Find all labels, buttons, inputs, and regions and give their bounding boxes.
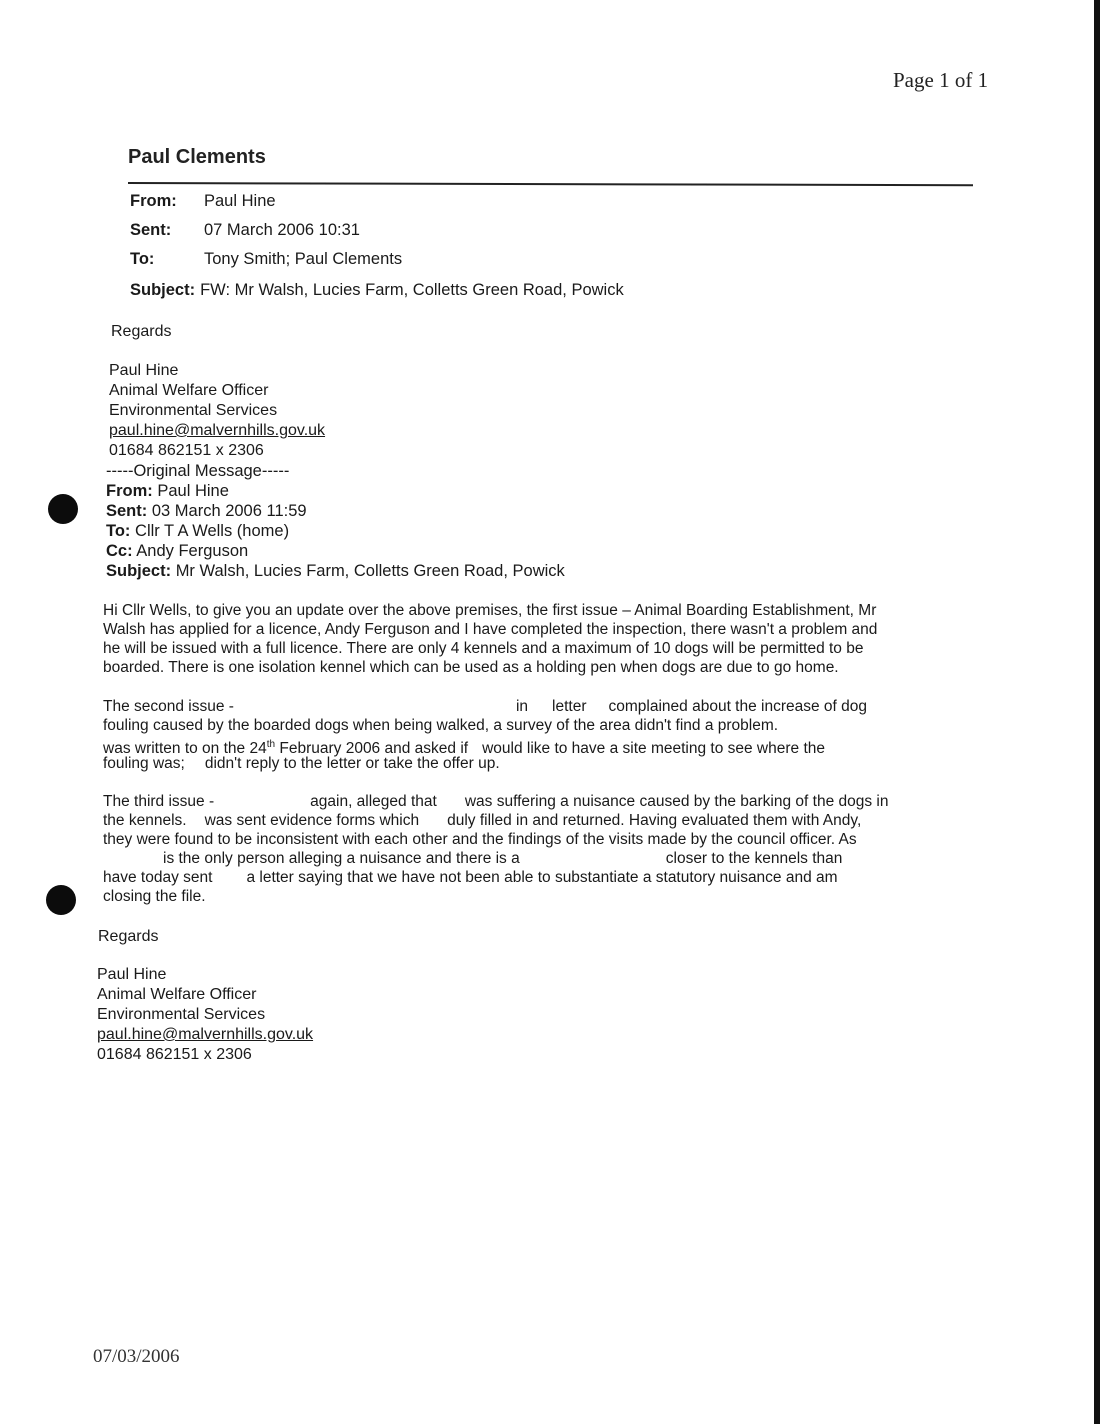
binder-hole-punch — [46, 885, 76, 915]
email-link[interactable]: paul.hine@malvernhills.gov.uk — [109, 422, 326, 439]
header-value: 07 March 2006 10:31 — [204, 221, 360, 239]
signature-dept: Environmental Services — [109, 402, 278, 419]
header-label: Subject: — [130, 281, 196, 299]
regards-greeting: Regards — [111, 323, 172, 340]
header-label: From: — [130, 192, 177, 210]
signature-phone: 01684 862151 x 2306 — [109, 442, 264, 459]
header-label: Sent: — [130, 221, 172, 239]
header-sent — [130, 221, 360, 240]
email-link[interactable]: paul.hine@malvernhills.gov.uk — [97, 1026, 314, 1043]
original-message-divider: -----Original Message----- — [106, 462, 290, 480]
signature-title: Animal Welfare Officer — [97, 986, 257, 1003]
scan-edge-border — [1094, 0, 1100, 1424]
signature-name: Paul Hine — [97, 966, 167, 983]
header-value: FW: Mr Walsh, Lucies Farm, Colletts Green Road, Powick — [200, 281, 624, 299]
header-value: Tony Smith; Paul Clements — [204, 250, 403, 268]
header-to — [130, 250, 402, 269]
header-subject — [130, 281, 624, 300]
body-paragraph-2: The second issue - in letter complained about the increase of dog fouling caused by the boarded dogs when being walked, a survey of the area didn't find a problem. was written to on the 24th February 2006 and asked if would like to have a site meeting to see where the fouling was; didn't reply to the letter or take the offer up. — [103, 698, 868, 772]
regards-closing: Regards — [98, 928, 159, 945]
body-paragraph-1: Hi Cllr Wells, to give you an update over the above premises, the first issue – Animal Boarding Establishment, Mr Walsh has applied for a licence, Andy Ferguson and I have completed the inspection, there wasn't a problem and he will be issued with a full licence. There are only 4 kennels and a maximum of 10 dogs will be permitted to be boarded. There is one isolation kennel which can be used as a holding pen when dogs are due to go home. — [103, 602, 878, 676]
signature-block — [109, 361, 325, 461]
signature-name: Paul Hine — [109, 362, 179, 379]
header-rule — [128, 182, 973, 186]
mailbox-owner-name: Paul Clements — [128, 146, 266, 168]
signature-title: Animal Welfare Officer — [109, 382, 269, 399]
header-value: Paul Hine — [204, 192, 276, 210]
page-number: Page 1 of 1 — [893, 68, 989, 92]
signature-block — [97, 965, 313, 1065]
original-message-header: -----Original Message----- From: Paul Hine Sent: 03 March 2006 11:59 To: Cllr T A Wells (home) Cc: Andy Ferguson Subject: Mr Walsh, Lucies Farm, Colletts Green Road, Powick — [106, 462, 565, 580]
header-from — [130, 192, 276, 211]
binder-hole-punch — [48, 494, 78, 524]
header-label: To: — [130, 250, 155, 268]
print-date: 07/03/2006 — [93, 1346, 180, 1367]
body-paragraph-3: The third issue - again, alleged that was suffering a nuisance caused by the barking of the dogs in the kennels. was sent evidence forms which duly filled in and returned. Having evaluated them with Andy, they were found to be inconsistent with each other and the findings of the visits made by the council officer. As is the only person alleging a nuisance and there is a closer to the kennels than have today sent a letter saying that we have not been able to substantiate a statutory nuisance and am closing the file. — [103, 793, 889, 905]
signature-dept: Environmental Services — [97, 1006, 266, 1023]
signature-phone: 01684 862151 x 2306 — [97, 1046, 252, 1063]
